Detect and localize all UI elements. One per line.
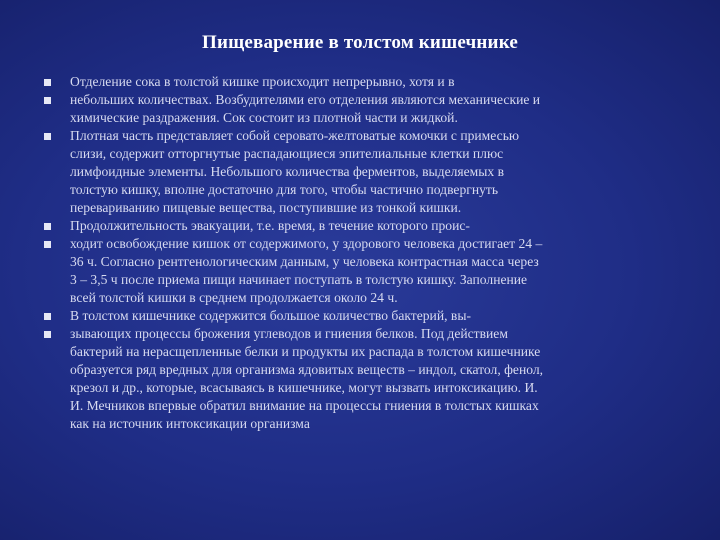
text-line: химические раздражения. Сок состоит из плотной части и жидкой. [70,110,458,125]
text-line: крезол и др., которые, всасываясь в кишечнике, могут вызвать интоксикацию. И. [70,380,538,395]
text-line: толстую кишку, вполне достаточно для того, чтобы частично подвергнуть [70,182,499,197]
square-bullet-icon [44,133,51,140]
square-bullet-icon [44,241,51,248]
text-line: слизи, содержит отторгнутые распадающиеся эпителиальные клетки плюс [70,146,504,161]
text-line: небольших количествах. Возбудителями его отделения являются механические и [70,92,541,107]
square-bullet-icon [44,331,51,338]
text-line: всей толстой кишки в среднем продолжается около 24 ч. [70,290,398,305]
square-bullet-icon [44,223,51,230]
text-line: Отделение сока в толстой кишке происходит непрерывно, хотя и в [70,74,455,89]
text-line: И. Мечников впервые обратил внимание на процессы гниения в толстых кишках [70,398,539,413]
text-line: лимфоидные элементы. Небольшого количества ферментов, выделяемых в [70,164,505,179]
text-line: зывающих процессы брожения углеводов и гниения белков. Под действием [70,326,508,341]
text-line: перевариванию пищевые вещества, поступившие из тонкой кишки. [70,200,462,215]
text-line: Продолжительность эвакуации, т.е. время, в течение которого проис- [70,218,470,233]
text-line: В толстом кишечнике содержится большое количество бактерий, вы- [70,308,471,323]
square-bullet-icon [44,313,51,320]
slide-title: Пищеварение в толстом кишечнике [202,32,518,53]
text-line: ходит освобождение кишок от содержимого, у здорового человека достигает 24 – [70,236,543,251]
square-bullet-icon [44,79,51,86]
text-line: Плотная часть представляет собой серовато-желтоватые комочки с примесью [70,128,520,143]
text-line: как на источник интоксикации организма [70,416,310,431]
text-line: образуется ряд вредных для организма ядовитых веществ – индол, скатол, фенол, [70,362,544,377]
text-line: бактерий на нерасщепленные белки и продукты их распада в толстом кишечнике [70,344,541,359]
square-bullet-icon [44,97,51,104]
text-line: 36 ч. Согласно рентгенологическим данным, у человека контрастная масса через [70,254,539,269]
text-line: 3 – 3,5 ч после приема пищи начинает поступать в толстую кишку. Заполнение [70,272,528,287]
